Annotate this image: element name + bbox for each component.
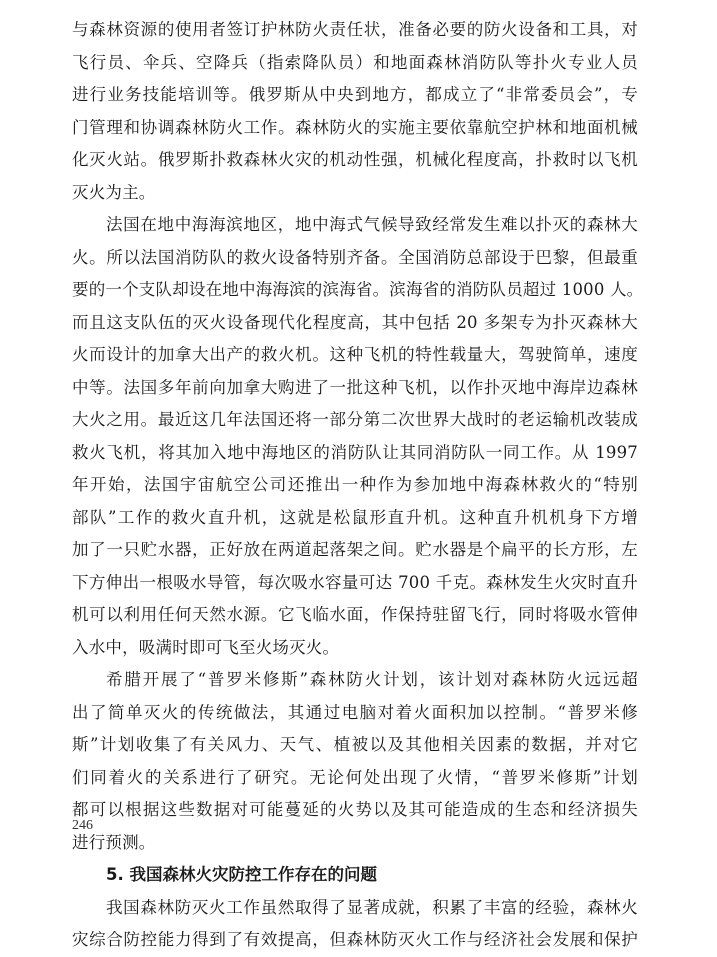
section-heading: 5. 我国森林火灾防控工作存在的问题: [106, 865, 377, 884]
text-line: 化灭火站。俄罗斯扑救森林火灾的机动性强，机械化程度高，扑救时以飞机: [72, 150, 638, 169]
text-line: 机可以利用任何天然水源。它飞临水面，作保持驻留飞行，同时将吸水管伸: [72, 605, 638, 624]
paragraph-france: [72, 209, 644, 664]
page-body: [72, 14, 644, 957]
text-line: 我国森林防灭火工作虽然取得了显著成就，积累了丰富的经验，森林火: [106, 897, 638, 917]
text-line: 进行预测。: [72, 832, 156, 852]
text-line: 中等。法国多年前向加拿大购进了一批这种飞机，以作扑灭地中海岸边森林: [72, 377, 638, 397]
text-line: 大火之用。最近这几年法国还将一部分第二次世界大战时的老运输机改装成: [72, 410, 638, 429]
text-line: 部队”工作的救火直升机，这就是松鼠形直升机。这种直升机机身下方增: [72, 507, 638, 527]
page-number: 246: [72, 818, 93, 833]
text-line: 而且这支队伍的灭火设备现代化程度高，其中包括 20 多架专为扑灭森林大: [72, 312, 638, 332]
text-line: 火而设计的加拿大出产的救火机。这种飞机的特性载量大，驾驶简单，速度: [72, 345, 638, 364]
text-line: 都可以根据这些数据对可能蔓延的火势以及其可能造成的生态和经济损失: [72, 800, 638, 819]
text-line: 进行业务技能培训等。俄罗斯从中央到地方，都成立了“非常委员会”，专: [72, 85, 638, 104]
text-line: 们同着火的关系进行了研究。无论何处出现了火情，“普罗米修斯”计划: [72, 767, 638, 787]
paragraph-russia: [72, 14, 638, 209]
text-line: 出了简单灭火的传统做法，其通过电脑对着火面积加以控制。“普罗米修: [72, 702, 638, 722]
text-line: 救火飞机，将其加入地中海地区的消防队让其同消防队一同工作。从 1997: [72, 442, 638, 462]
text-line: 斯”计划收集了有关风力、天气、植被以及其他相关因素的数据，并对它: [72, 735, 638, 754]
paragraph-greece: [72, 664, 638, 859]
text-line: 希腊开展了“普罗米修斯”森林防火计划，该计划对森林防火远远超: [106, 670, 638, 689]
text-line: 要的一个支队却设在地中海海滨的滨海省。滨海省的消防队员超过 1000 人。: [72, 280, 644, 299]
text-line: 法国在地中海海滨地区，地中海式气候导致经常发生难以扑灭的森林大: [106, 215, 638, 234]
text-line: 灾综合防控能力得到了有效提高，但森林防灭火工作与经济社会发展和保护: [72, 930, 638, 949]
text-line: 下方伸出一根吸水导管，每次吸水容量可达 700 千克。森林发生火灾时直升: [72, 572, 638, 592]
text-line: 入水中，吸满时即可飞至火场灭火。: [72, 637, 340, 657]
text-line: 火。所以法国消防队的救火设备特别齐备。全国消防总部设于巴黎，但最重: [72, 247, 638, 267]
text-line: 飞行员、伞兵、空降兵（指索降队员）和地面森林消防队等扑火专业人员: [72, 52, 638, 72]
text-line: 与森林资源的使用者签订护林防火责任状，准备必要的防火设备和工具，对: [72, 20, 638, 39]
text-line: 加了一只贮水器，正好放在两道起落架之间。贮水器是个扁平的长方形，左: [72, 540, 638, 559]
text-line: 年开始，法国宇宙航空公司还推出一种作为参加地中海森林救火的“特别: [72, 475, 638, 494]
text-line: 门管理和协调森林防火工作。森林防火的实施主要依靠航空护林和地面机械: [72, 117, 638, 137]
text-line: 灭火为主。: [72, 182, 156, 202]
paragraph-china: [72, 892, 638, 957]
